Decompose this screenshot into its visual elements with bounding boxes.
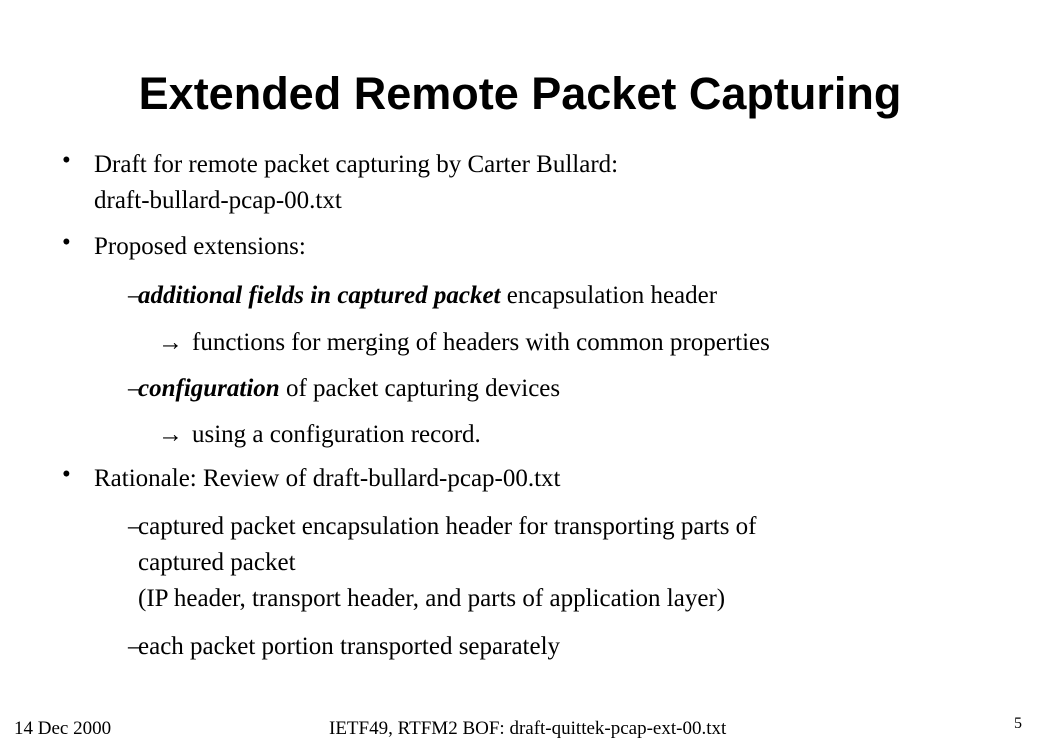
bullet-icon: • bbox=[62, 229, 71, 256]
subbullet-2-2-rest: of packet capturing devices bbox=[279, 375, 561, 402]
arrow-text-2-1: functions for merging of headers with common properties bbox=[192, 329, 770, 356]
subbullet-3-1-line-2: captured packet bbox=[138, 549, 296, 576]
bullet-2-text: Proposed extensions: bbox=[94, 233, 306, 260]
subbullet-3-2: each packet portion transported separately bbox=[138, 633, 561, 660]
page-number: 5 bbox=[1014, 715, 1022, 732]
arrow-text-2-2: using a configuration record. bbox=[192, 421, 481, 448]
emphasis-text: additional fields in captured packet bbox=[138, 282, 501, 309]
bullet-icon: • bbox=[62, 147, 71, 174]
bullet-1-line-2: draft-bullard-pcap-00.txt bbox=[94, 187, 342, 214]
dash-icon: – bbox=[128, 513, 141, 540]
subbullet-3-1-line-1: captured packet encapsulation header for transporting parts of bbox=[138, 513, 757, 540]
footer-date: 14 Dec 2000 bbox=[14, 718, 112, 739]
bullet-3-text: Rationale: Review of draft-bullard-pcap-00.txt bbox=[94, 465, 561, 492]
dash-icon: – bbox=[128, 282, 141, 309]
footer-center: IETF49, RTFM2 BOF: draft-quittek-pcap-ext-00.txt bbox=[329, 718, 727, 739]
subbullet-2-1-rest: encapsulation header bbox=[500, 282, 718, 309]
slide-title: Extended Remote Packet Capturing bbox=[138, 68, 902, 119]
dash-icon: – bbox=[128, 633, 141, 660]
bullet-icon: • bbox=[62, 461, 71, 488]
bullet-1-line-1: Draft for remote packet capturing by Carter Bullard: bbox=[94, 151, 619, 178]
emphasis-text: configuration bbox=[138, 375, 280, 402]
dash-icon: – bbox=[128, 375, 141, 402]
right-arrow-icon: → bbox=[158, 329, 183, 356]
subbullet-2-1 bbox=[138, 281, 717, 311]
subbullet-2-2 bbox=[138, 374, 560, 404]
subbullet-3-1-line-3: (IP header, transport header, and parts of application layer) bbox=[138, 585, 726, 612]
right-arrow-icon: → bbox=[158, 421, 183, 448]
